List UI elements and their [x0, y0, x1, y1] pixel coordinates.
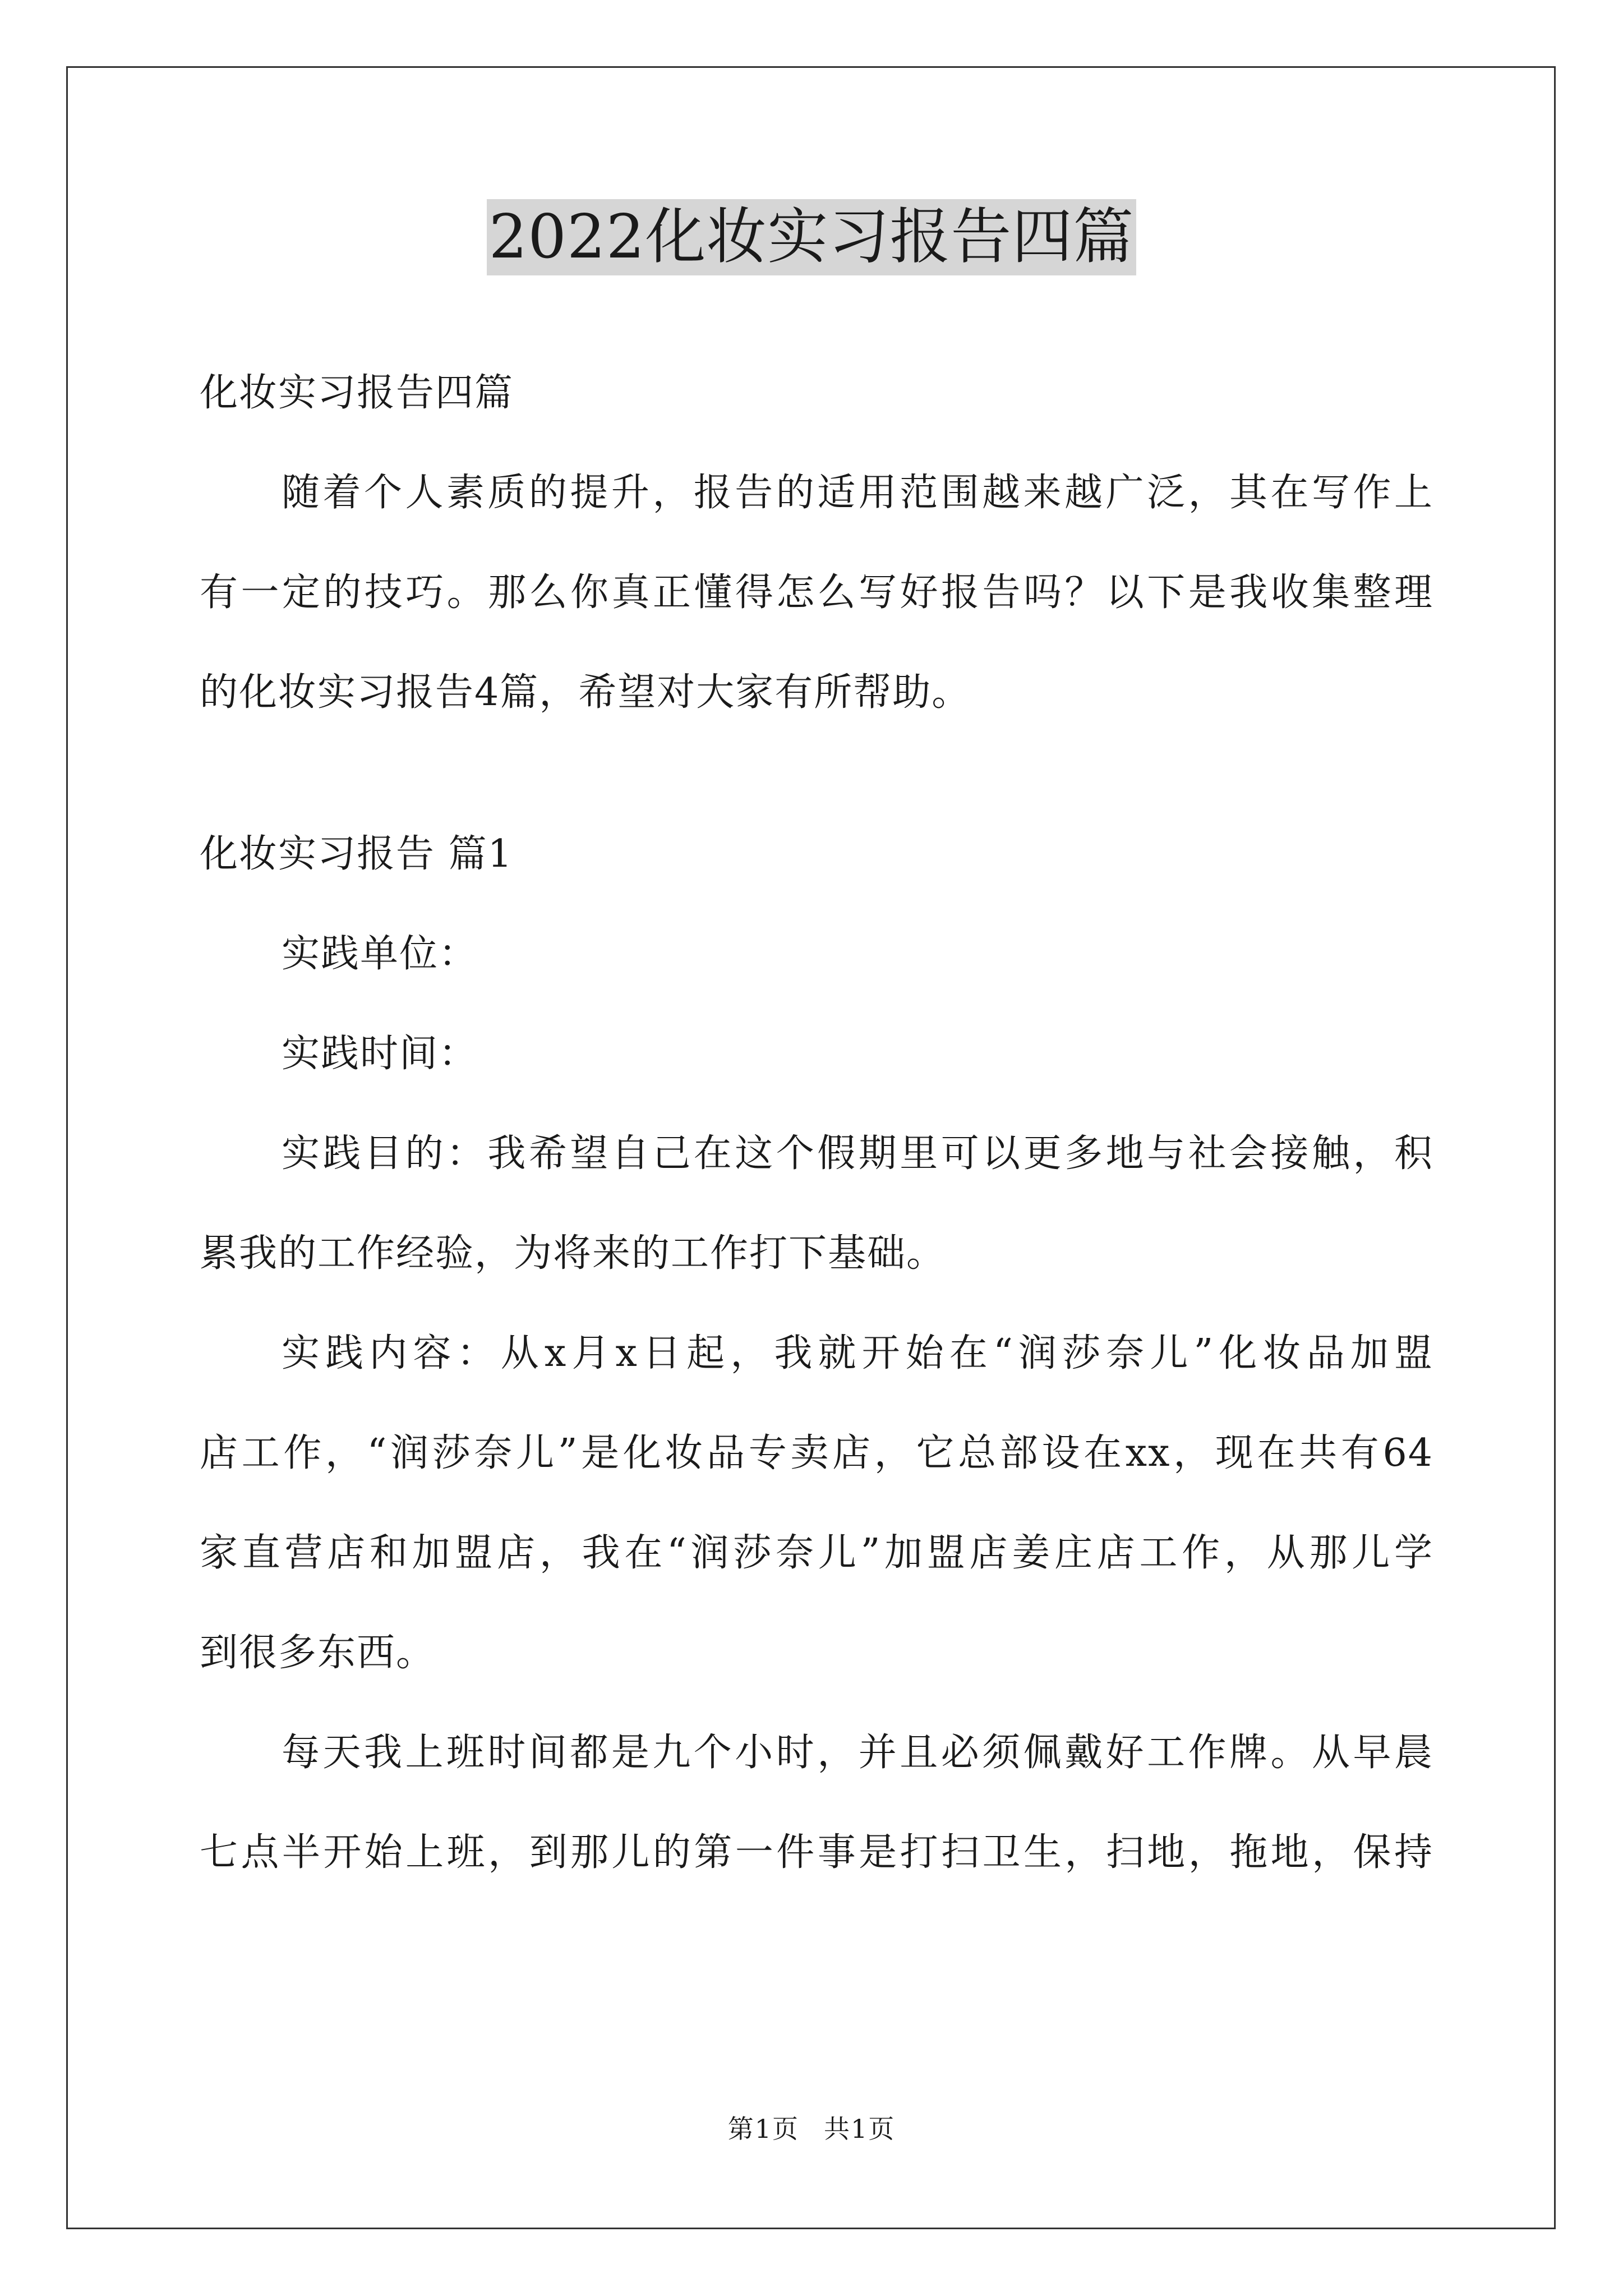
- paragraph-line: 实践目的：我希望自己在这个假期里可以更多地与社会接触，积: [282, 1131, 1433, 1176]
- document-title: 2022化妆实习报告四篇: [487, 199, 1137, 275]
- paragraph-line: 的化妆实习报告4篇，希望对大家有所帮助。: [200, 670, 971, 715]
- paragraph-line: 有一定的技巧。那么你真正懂得怎么写好报告吗？以下是我收集整理: [200, 570, 1433, 615]
- paragraph-line: 七点半开始上班，到那儿的第一件事是打扫卫生，扫地，拖地，保持: [200, 1830, 1433, 1875]
- section-gap: [200, 743, 1433, 804]
- title-container: [0, 199, 1623, 275]
- section-heading: 化妆实习报告 篇1: [200, 832, 513, 876]
- subtitle-line: 化妆实习报告四篇: [200, 371, 514, 415]
- paragraph-line: 店工作，“润莎奈儿”是化妆品专卖店，它总部设在xx，现在共有64: [200, 1431, 1433, 1475]
- document-body: [200, 343, 1433, 1903]
- page-footer: [0, 2112, 1623, 2146]
- paragraph-line: 实践单位：: [282, 932, 478, 976]
- paragraph-line: 到很多东西。: [200, 1631, 436, 1675]
- page-total: 共1页: [824, 2114, 896, 2144]
- paragraph-line: 实践时间：: [282, 1032, 478, 1076]
- paragraph-line: 随着个人素质的提升，报告的适用范围越来越广泛，其在写作上: [282, 471, 1433, 515]
- page-number: 第1页: [727, 2114, 799, 2144]
- paragraph-line: 家直营店和加盟店，我在“润莎奈儿”加盟店姜庄店工作，从那儿学: [200, 1531, 1433, 1575]
- paragraph-line: 累我的工作经验，为将来的工作打下基础。: [200, 1231, 946, 1276]
- paragraph-line: 实践内容：从x月x日起，我就开始在“润莎奈儿”化妆品加盟: [282, 1331, 1433, 1375]
- paragraph-line: 每天我上班时间都是九个小时，并且必须佩戴好工作牌。从早晨: [282, 1731, 1433, 1775]
